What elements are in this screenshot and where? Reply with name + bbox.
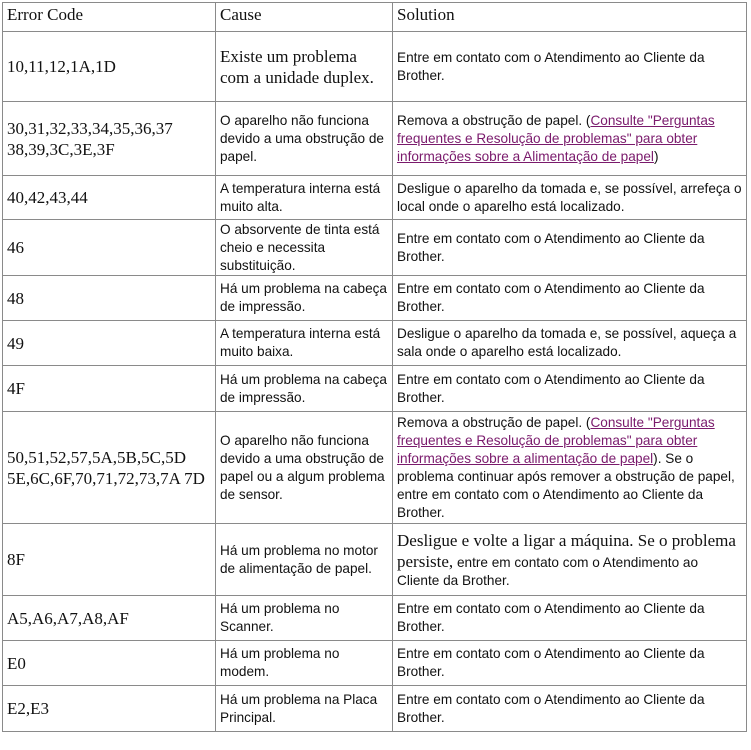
faq-paper-feed-link[interactable]: Consulte "Perguntas frequentes e Resolução de problemas" para obter informações sobre a alimentação de papel xyxy=(397,414,715,466)
solution-cell xyxy=(393,524,747,596)
cause-cell: A temperatura interna está muito alta. xyxy=(216,176,393,220)
cause-cell: Há um problema na cabeça de impressão. xyxy=(216,276,393,321)
error-code-cell: 48 xyxy=(3,276,216,321)
cause-cell: O aparelho não funciona devido a uma obstrução de papel ou a algum problema de sensor. xyxy=(216,412,393,524)
solution-cell: Desligue o aparelho da tomada e, se possível, arrefeça o local onde o aparelho está localizado. xyxy=(393,176,747,220)
solution-cell: Desligue o aparelho da tomada e, se possível, aqueça a sala onde o aparelho está localizado. xyxy=(393,321,747,366)
solution-cell: Entre em contato com o Atendimento ao Cliente da Brother. xyxy=(393,220,747,276)
solution-text: Remova a obstrução de papel. ( xyxy=(397,112,591,128)
cause-cell: Há um problema no modem. xyxy=(216,641,393,686)
table-row xyxy=(3,220,747,276)
solution-text: entre em contato com o Atendimento ao Cliente da Brother. xyxy=(397,554,699,588)
table-row xyxy=(3,176,747,220)
cause-cell: Há um problema no Scanner. xyxy=(216,596,393,641)
table-row xyxy=(3,641,747,686)
cause-cell: Existe um problema com a unidade duplex. xyxy=(216,32,393,102)
cause-cell: Há um problema na Placa Principal. xyxy=(216,686,393,732)
cause-cell: Há um problema no motor de alimentação de papel. xyxy=(216,524,393,596)
table-row xyxy=(3,32,747,102)
solution-cell: Entre em contato com o Atendimento ao Cliente da Brother. xyxy=(393,32,747,102)
table-row xyxy=(3,276,747,321)
header-solution: Solution xyxy=(393,3,747,32)
cause-cell: A temperatura interna está muito baixa. xyxy=(216,321,393,366)
table-row xyxy=(3,102,747,176)
solution-text: Desligue e volte a ligar a máquina. Se o problema persiste, xyxy=(397,530,736,571)
solution-text: ) xyxy=(653,148,659,164)
error-code-cell: A5,A6,A7,A8,AF xyxy=(3,596,216,641)
solution-cell xyxy=(393,102,747,176)
error-code-cell: 30,31,32,33,34,35,36,37 38,39,3C,3E,3F xyxy=(3,102,216,176)
error-code-cell: E0 xyxy=(3,641,216,686)
error-code-cell: 4F xyxy=(3,366,216,412)
solution-cell: Entre em contato com o Atendimento ao Cliente da Brother. xyxy=(393,276,747,321)
header-cause: Cause xyxy=(216,3,393,32)
header-error-code: Error Code xyxy=(3,3,216,32)
table-row xyxy=(3,596,747,641)
table-row xyxy=(3,524,747,596)
faq-paper-feed-link[interactable]: Consulte "Perguntas frequentes e Resolução de problemas" para obter informações sobre a Alimentação de papel xyxy=(397,112,715,164)
error-code-table xyxy=(2,2,747,732)
solution-cell xyxy=(393,412,747,524)
error-code-cell: 50,51,52,57,5A,5B,5C,5D 5E,6C,6F,70,71,72,73,7A 7D xyxy=(3,412,216,524)
table-row xyxy=(3,366,747,412)
cause-cell: O absorvente de tinta está cheio e necessita substituição. xyxy=(216,220,393,276)
solution-cell: Entre em contato com o Atendimento ao Cliente da Brother. xyxy=(393,641,747,686)
error-code-cell: 8F xyxy=(3,524,216,596)
table-row xyxy=(3,321,747,366)
solution-cell: Entre em contato com o Atendimento ao Cliente da Brother. xyxy=(393,366,747,412)
error-code-cell: 49 xyxy=(3,321,216,366)
error-code-cell: 10,11,12,1A,1D xyxy=(3,32,216,102)
cause-cell: O aparelho não funciona devido a uma obstrução de papel. xyxy=(216,102,393,176)
table-row xyxy=(3,412,747,524)
table-row xyxy=(3,686,747,732)
error-code-cell: E2,E3 xyxy=(3,686,216,732)
header-row xyxy=(3,3,747,32)
solution-cell: Entre em contato com o Atendimento ao Cliente da Brother. xyxy=(393,596,747,641)
error-code-cell: 40,42,43,44 xyxy=(3,176,216,220)
error-code-cell: 46 xyxy=(3,220,216,276)
solution-text: Remova a obstrução de papel. ( xyxy=(397,414,591,430)
solution-cell: Entre em contato com o Atendimento ao Cliente da Brother. xyxy=(393,686,747,732)
solution-text: ). Se o problema continuar após remover a obstrução de papel, entre em contato com o Atendimento ao Cliente da Brother. xyxy=(397,450,735,520)
cause-cell: Há um problema na cabeça de impressão. xyxy=(216,366,393,412)
